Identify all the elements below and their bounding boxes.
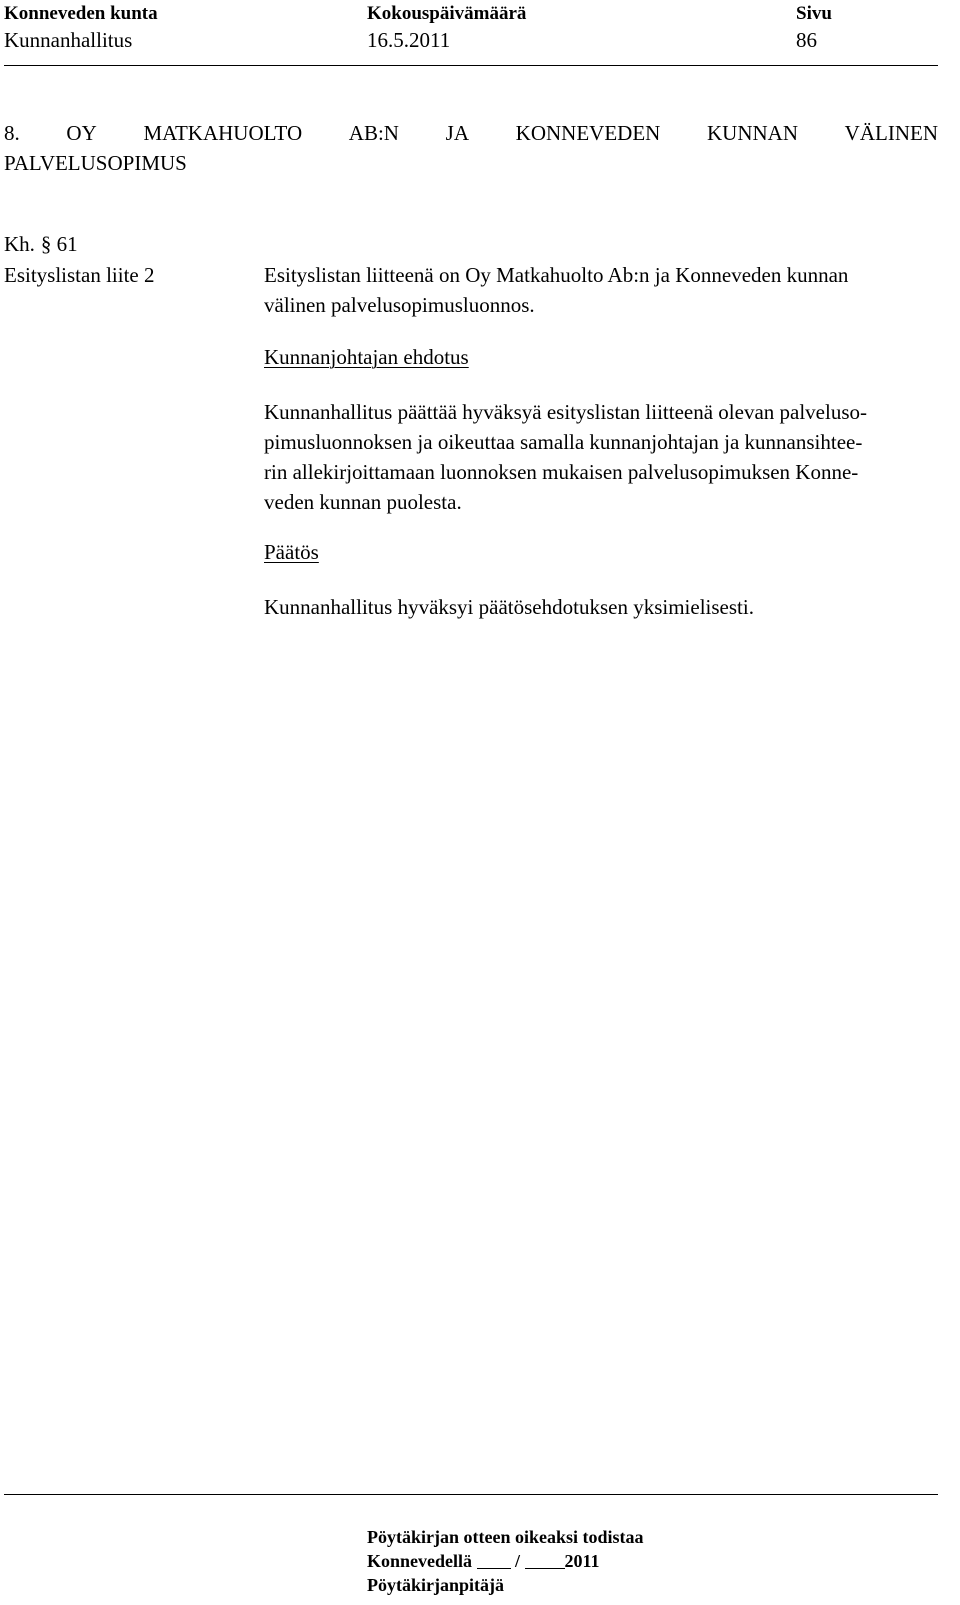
proposal-heading bbox=[264, 342, 938, 372]
footer-year: 2011 bbox=[564, 1551, 600, 1571]
header-rule bbox=[4, 65, 938, 66]
proposal-heading-text: Kunnanjohtajan ehdotus bbox=[264, 345, 469, 369]
section-title-line1 bbox=[4, 118, 938, 148]
header-body: Kunnanhallitus bbox=[4, 28, 133, 52]
section-title bbox=[4, 118, 938, 178]
header-org: Konneveden kunta bbox=[4, 3, 158, 24]
month-blank bbox=[525, 1552, 565, 1569]
title-word: 8. bbox=[4, 121, 20, 145]
title-word: KUNNAN bbox=[707, 121, 798, 145]
footer-rule bbox=[4, 1494, 938, 1495]
header-page-label: Sivu bbox=[796, 3, 832, 24]
footer-line2 bbox=[367, 1549, 644, 1573]
decision-heading bbox=[264, 537, 938, 567]
title-word: VÄLINEN bbox=[844, 121, 938, 145]
day-blank bbox=[477, 1552, 511, 1569]
proposal-line: rin allekirjoittamaan luonnoksen mukaisen palvelusopimuksen Konne- bbox=[264, 460, 859, 484]
decision-heading-text: Päätös bbox=[264, 540, 319, 564]
proposal-line: Kunnanhallitus päättää hyväksyä esityslistan liitteenä olevan palveluso- bbox=[264, 400, 868, 424]
header-page: 86 bbox=[796, 28, 817, 52]
attachment-label: Esityslistan liite 2 bbox=[4, 263, 155, 287]
intro-text bbox=[264, 260, 938, 320]
proposal-line: veden kunnan puolesta. bbox=[264, 490, 462, 514]
section-title-line2: PALVELUSOPIMUS bbox=[4, 151, 187, 175]
title-word: JA bbox=[445, 121, 469, 145]
title-word: MATKAHUOLTO bbox=[143, 121, 303, 145]
title-word: AB:N bbox=[348, 121, 399, 145]
header-date-label: Kokouspäivämäärä bbox=[367, 3, 527, 24]
footer-sep: / bbox=[515, 1551, 521, 1571]
intro-line: Esityslistan liitteenä on Oy Matkahuolto Ab:n ja Konneveden kunnan bbox=[264, 263, 849, 287]
kh-paragraph bbox=[4, 232, 78, 257]
footer-line3: Pöytäkirjanpitäjä bbox=[367, 1575, 504, 1595]
header-date: 16.5.2011 bbox=[367, 28, 451, 52]
decision-text: Kunnanhallitus hyväksyi päätösehdotuksen yksimielisesti. bbox=[264, 595, 754, 619]
footer-attestation bbox=[367, 1525, 644, 1597]
title-word: KONNEVEDEN bbox=[515, 121, 661, 145]
footer-line1: Pöytäkirjan otteen oikeaksi todistaa bbox=[367, 1527, 644, 1547]
title-word: OY bbox=[66, 121, 97, 145]
proposal-line: pimusluonnoksen ja oikeuttaa samalla kunnanjohtajan ja kunnansihtee- bbox=[264, 430, 863, 454]
kh-label: Kh. bbox=[4, 232, 35, 256]
proposal-text bbox=[264, 397, 938, 517]
intro-line: välinen palvelusopimusluonnos. bbox=[264, 293, 535, 317]
footer-place: Konnevedellä bbox=[367, 1551, 473, 1571]
paragraph-number: § 61 bbox=[40, 232, 78, 256]
